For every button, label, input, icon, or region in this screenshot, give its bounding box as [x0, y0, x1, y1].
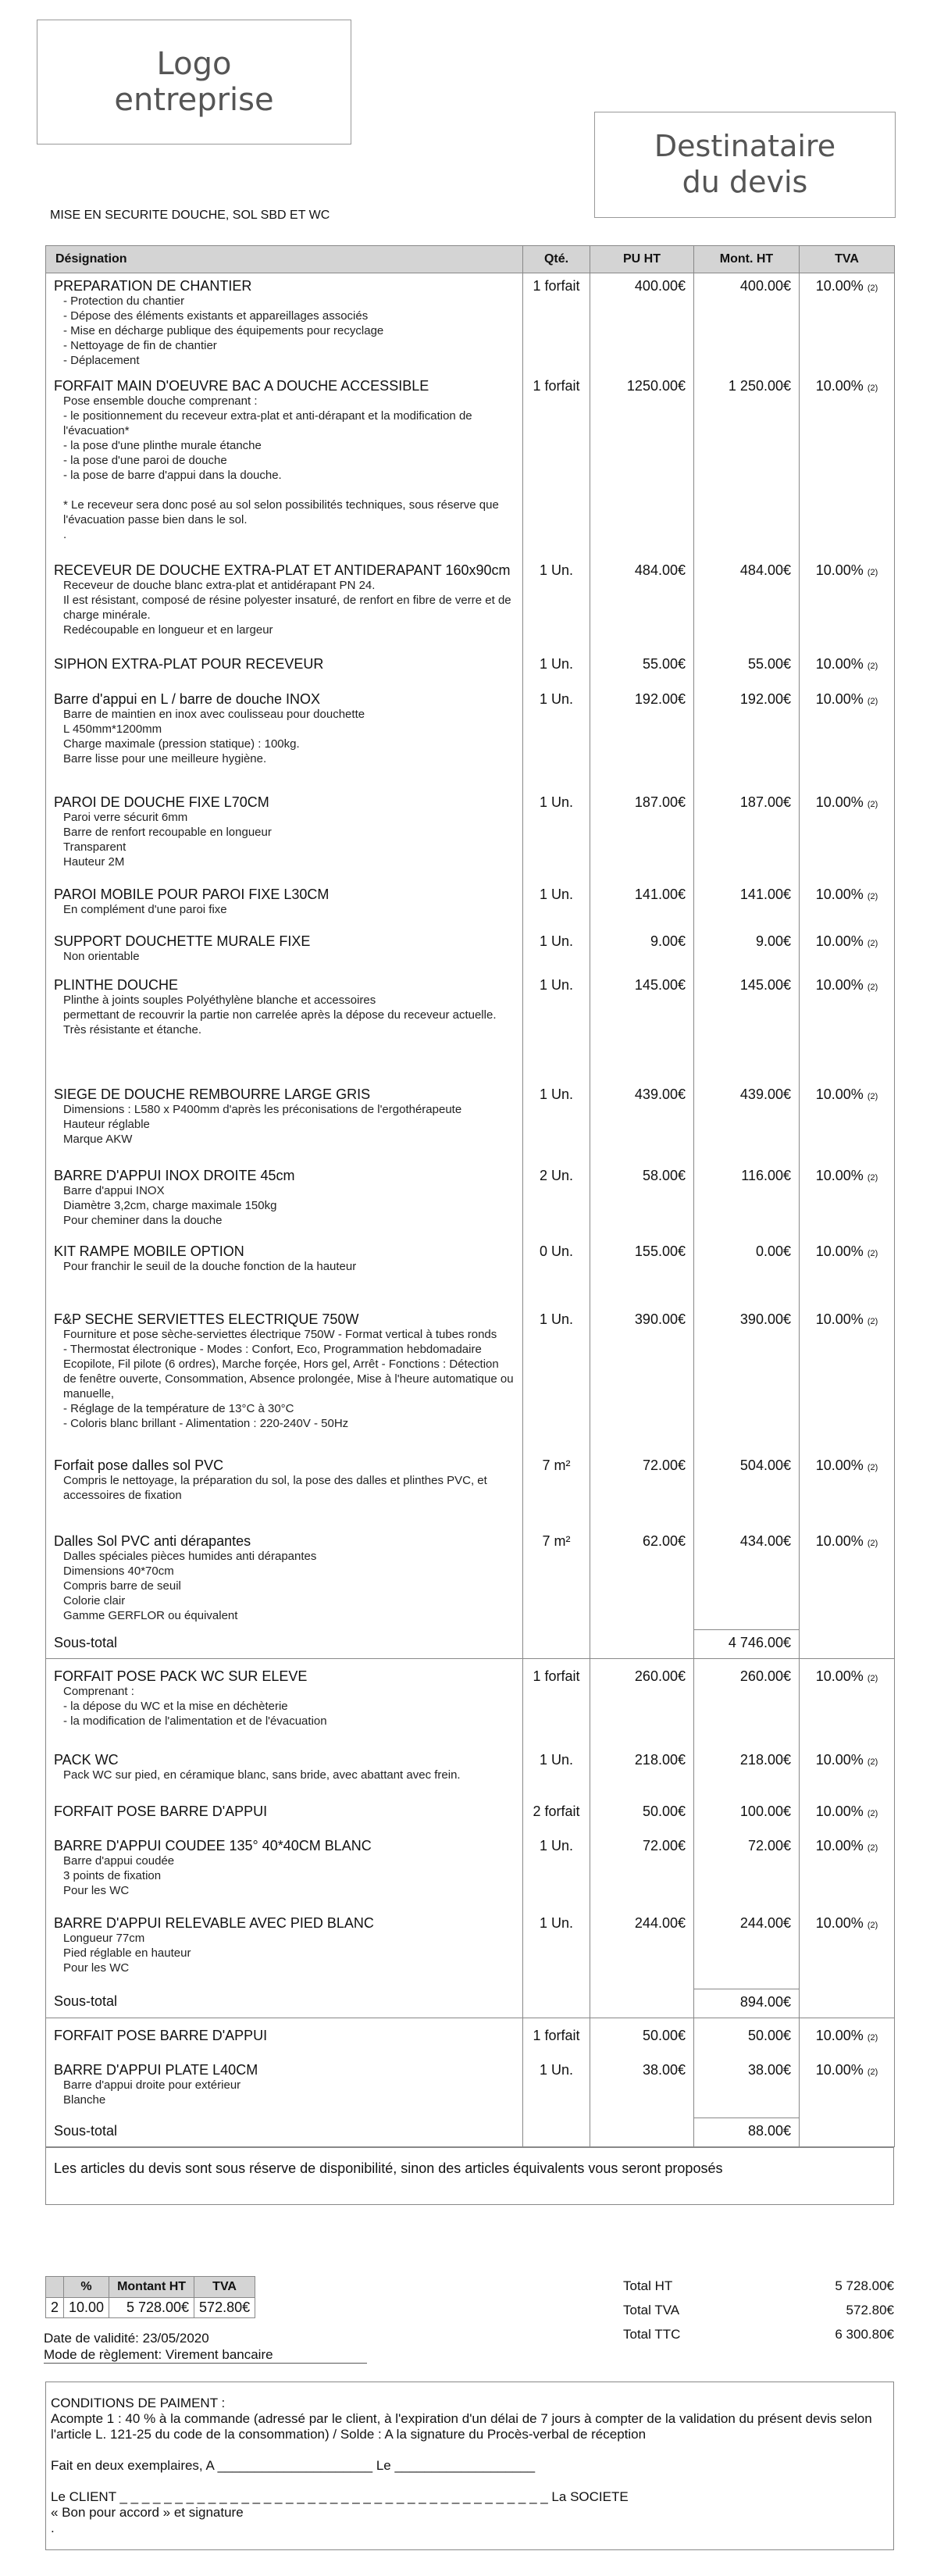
total-ttc-row	[623, 2327, 894, 2351]
item-amount: 72.00€	[694, 1833, 800, 1911]
item-tva-note: (2)	[867, 982, 878, 992]
item-tva	[800, 790, 895, 882]
item-tva-rate: 10.00%	[815, 2061, 864, 2078]
item-designation	[46, 1833, 523, 1911]
quote-table-wrapper	[45, 245, 894, 2205]
subtotal-label: Sous-total	[46, 1630, 523, 1659]
subtotal-row	[46, 1630, 895, 1659]
tva-recap-header: TVA	[194, 2277, 255, 2298]
tva-recap-header	[46, 2277, 64, 2298]
item-tva-rate: 10.00%	[815, 655, 864, 672]
item-tva-rate: 10.00%	[815, 377, 864, 394]
payment-method: Mode de règlement: Virement bancaire	[44, 2346, 367, 2364]
table-row	[46, 651, 895, 687]
item-designation	[46, 687, 523, 790]
item-description: Fourniture et pose sèche-serviettes électrique 750W - Format vertical à tubes ronds - Thermostat électronique - Modes : Confort, Eco, Programmation hebdomadaire Ecopilote, Fil pilote (6 ordres), Marche forçée, Hors gel, Arrêt - Fonctions : Détection de fenêtre ouverte, Consommation, Absence prolongée, Mise à l'heure automatique ou manuelle, - Réglage de la température de 13°C à 30°C - Coloris blanc brillant - Alimentation : 220-240V - 50Hz	[63, 1327, 514, 1430]
item-tva	[800, 972, 895, 1082]
item-qty: 1 Un.	[523, 972, 590, 1082]
item-designation	[46, 2023, 523, 2057]
item-tva-rate: 10.00%	[815, 1752, 864, 1768]
table-row	[46, 1082, 895, 1163]
item-tva-note: (2)	[867, 383, 878, 393]
item-tva	[800, 1239, 895, 1307]
col-header-tva: TVA	[800, 246, 895, 273]
item-unit-price: 244.00€	[590, 1911, 694, 1989]
total-value: 572.80€	[846, 2303, 894, 2317]
col-header-mont: Mont. HT	[694, 246, 800, 273]
table-row	[46, 2023, 895, 2057]
validity-date: Date de validité: 23/05/2020	[44, 2331, 209, 2346]
subtotal-row	[46, 2118, 895, 2147]
item-designation	[46, 790, 523, 882]
payment-conditions	[45, 2382, 894, 2550]
item-unit-price: 390.00€	[590, 1307, 694, 1453]
col-header-qty: Qté.	[523, 246, 590, 273]
item-description: Pour franchir le seuil de la douche fonction de la hauteur	[63, 1259, 357, 1273]
item-title: FORFAIT POSE BARRE D'APPUI	[54, 1804, 268, 1819]
subtotal-row	[46, 1989, 895, 2018]
item-description: Non orientable	[63, 949, 140, 963]
table-row	[46, 1307, 895, 1453]
item-amount: 218.00€	[694, 1747, 800, 1799]
item-description: Barre de maintien en inox avec coulisseau pour douchette L 450mm*1200mm Charge maximale (pression statique) : 100kg. Barre lisse pour une meilleure hygiène.	[63, 707, 365, 765]
item-tva	[800, 1529, 895, 1630]
item-qty: 1 Un.	[523, 882, 590, 929]
item-designation	[46, 1082, 523, 1163]
item-tva	[800, 1799, 895, 1833]
item-tva	[800, 929, 895, 972]
item-designation	[46, 2057, 523, 2118]
item-amount: 9.00€	[694, 929, 800, 972]
item-tva-note: (2)	[867, 1316, 878, 1326]
item-title: FORFAIT POSE BARRE D'APPUI	[54, 2027, 268, 2043]
item-tva-note: (2)	[867, 1462, 878, 1472]
item-tva	[800, 373, 895, 558]
item-description: Barre d'appui INOX Diamètre 3,2cm, charge maximale 150kg Pour cheminer dans la douche	[63, 1183, 277, 1227]
item-tva-rate: 10.00%	[815, 976, 864, 993]
total-label: Total TVA	[623, 2303, 680, 2317]
tva-recap-cell: 10.00	[64, 2298, 109, 2318]
table-row	[46, 2057, 895, 2118]
item-qty: 1 forfait	[523, 273, 590, 373]
item-title: Forfait pose dalles sol PVC	[54, 1457, 224, 1473]
total-tva-row	[623, 2303, 894, 2327]
subtotal-empty	[800, 1630, 895, 1659]
item-qty: 1 Un.	[523, 651, 590, 687]
item-tva-rate: 10.00%	[815, 794, 864, 810]
item-unit-price: 260.00€	[590, 1664, 694, 1747]
item-unit-price: 58.00€	[590, 1163, 694, 1239]
col-header-designation: Désignation	[46, 246, 523, 273]
item-title: BARRE D'APPUI RELEVABLE AVEC PIED BLANC	[54, 1915, 374, 1931]
item-qty: 1 Un.	[523, 1747, 590, 1799]
item-tva-rate: 10.00%	[815, 1804, 864, 1819]
item-description: - Protection du chantier - Dépose des éléments existants et appareillages associés - Mise en décharge publique des équipements pour recyclage - Nettoyage de fin de chantier - Déplacement	[63, 294, 384, 367]
subtotal-empty	[590, 2118, 694, 2147]
item-title: PAROI MOBILE POUR PAROI FIXE L30CM	[54, 886, 330, 902]
item-qty: 2 Un.	[523, 1163, 590, 1239]
table-row	[46, 1833, 895, 1911]
item-tva-note: (2)	[867, 1674, 878, 1683]
item-tva-rate: 10.00%	[815, 1668, 864, 1684]
conditions-agree: « Bon pour accord » et signature	[51, 2505, 244, 2520]
subtotal-value: 4 746.00€	[694, 1630, 800, 1659]
item-unit-price: 62.00€	[590, 1529, 694, 1630]
item-description: Receveur de douche blanc extra-plat et antidérapant PN 24. Il est résistant, composé de résine polyester insaturé, de renfort en fibre de verre et de charge minérale. Redécoupable en longueur et en largeur	[63, 578, 511, 637]
item-qty: 7 m²	[523, 1529, 590, 1630]
table-row	[46, 1911, 895, 1989]
item-tva	[800, 882, 895, 929]
item-amount: 434.00€	[694, 1529, 800, 1630]
item-tva	[800, 1664, 895, 1747]
recipient-box: Destinataire du devis	[594, 112, 896, 218]
item-description: Barre d'appui coudée 3 points de fixation Pour les WC	[63, 1854, 175, 1897]
item-title: FORFAIT POSE PACK WC SUR ELEVE	[54, 1668, 308, 1684]
item-qty: 1 Un.	[523, 1307, 590, 1453]
item-tva-rate: 10.00%	[815, 562, 864, 578]
item-designation	[46, 558, 523, 651]
item-tva	[800, 1307, 895, 1453]
item-description: Plinthe à joints souples Polyéthylène blanche et accessoires permettant de recouvrir la partie non carrelée après la dépose du receveur actuelle. Très résistante et étanche.	[63, 993, 497, 1036]
table-row	[46, 972, 895, 1082]
conditions-text: Acompte 1 : 40 % à la commande (adressé par le client, à l'expiration d'un délai de 7 jours à compter de la validation du présent devis selon l'article L. 121-25 du code de la consommation) / Solde : A la signature du Procès-verbal de réception	[51, 2411, 872, 2442]
table-row	[46, 558, 895, 651]
item-amount: 38.00€	[694, 2057, 800, 2118]
table-row	[46, 882, 895, 929]
item-qty: 1 Un.	[523, 558, 590, 651]
subtotal-empty	[800, 1989, 895, 2018]
item-amount: 50.00€	[694, 2023, 800, 2057]
item-tva	[800, 1747, 895, 1799]
item-amount: 504.00€	[694, 1453, 800, 1529]
validity-info	[44, 2330, 367, 2364]
item-tva	[800, 2057, 895, 2118]
item-amount: 390.00€	[694, 1307, 800, 1453]
tva-recap-cell: 5 728.00€	[109, 2298, 194, 2318]
total-value: 5 728.00€	[835, 2278, 894, 2293]
item-qty: 1 Un.	[523, 1911, 590, 1989]
item-qty: 1 forfait	[523, 2023, 590, 2057]
item-qty: 0 Un.	[523, 1239, 590, 1307]
item-designation	[46, 373, 523, 558]
item-amount: 0.00€	[694, 1239, 800, 1307]
item-tva-rate: 10.00%	[815, 1311, 864, 1327]
item-tva-note: (2)	[867, 1757, 878, 1767]
item-designation	[46, 1163, 523, 1239]
item-unit-price: 218.00€	[590, 1747, 694, 1799]
item-amount: 55.00€	[694, 651, 800, 687]
item-tva-rate: 10.00%	[815, 1838, 864, 1854]
item-tva-rate: 10.00%	[815, 1086, 864, 1102]
item-tva	[800, 1833, 895, 1911]
item-designation	[46, 1799, 523, 1833]
item-unit-price: 55.00€	[590, 651, 694, 687]
table-row	[46, 1529, 895, 1630]
item-title: SUPPORT DOUCHETTE MURALE FIXE	[54, 933, 311, 949]
item-title: SIEGE DE DOUCHE REMBOURRE LARGE GRIS	[54, 1086, 371, 1102]
subtotal-empty	[800, 2118, 895, 2147]
conditions-title: CONDITIONS DE PAIMENT :	[51, 2396, 226, 2410]
item-title: BARRE D'APPUI INOX DROITE 45cm	[54, 1167, 295, 1183]
item-amount: 439.00€	[694, 1082, 800, 1163]
item-title: PACK WC	[54, 1752, 119, 1768]
item-description: Comprenant : - la dépose du WC et la mise en déchèterie - la modification de l'alimentation et de l'évacuation	[63, 1685, 327, 1728]
item-tva	[800, 1082, 895, 1163]
item-tva	[800, 558, 895, 651]
item-qty: 7 m²	[523, 1453, 590, 1529]
item-tva-note: (2)	[867, 696, 878, 706]
table-row	[46, 790, 895, 882]
item-unit-price: 72.00€	[590, 1833, 694, 1911]
quote-items-table	[45, 245, 895, 2147]
item-description: Barre d'appui droite pour extérieur Blanche	[63, 2078, 241, 2107]
subtotal-label: Sous-total	[46, 1989, 523, 2018]
item-tva-rate: 10.00%	[815, 1167, 864, 1183]
item-qty: 1 Un.	[523, 687, 590, 790]
item-qty: 1 Un.	[523, 1082, 590, 1163]
item-qty: 1 Un.	[523, 929, 590, 972]
item-qty: 1 Un.	[523, 790, 590, 882]
item-tva-note: (2)	[867, 284, 878, 293]
item-designation	[46, 929, 523, 972]
quote-subject: MISE EN SECURITE DOUCHE, SOL SBD ET WC	[50, 209, 330, 222]
item-description: Pack WC sur pied, en céramique blanc, sans bride, avec abattant avec frein.	[63, 1768, 461, 1782]
item-qty: 1 Un.	[523, 1833, 590, 1911]
item-title: PLINTHE DOUCHE	[54, 976, 179, 993]
item-tva-rate: 10.00%	[815, 1915, 864, 1931]
item-amount: 187.00€	[694, 790, 800, 882]
table-row	[46, 1747, 895, 1799]
item-description: Longueur 77cm Pied réglable en hauteur Pour les WC	[63, 1932, 191, 1975]
item-tva-note: (2)	[867, 1538, 878, 1548]
total-label: Total TTC	[623, 2327, 681, 2342]
item-tva	[800, 273, 895, 373]
item-unit-price: 187.00€	[590, 790, 694, 882]
subtotal-empty	[523, 1989, 590, 2018]
item-tva-note: (2)	[867, 2067, 878, 2077]
total-value: 6 300.80€	[835, 2327, 894, 2342]
item-tva-rate: 10.00%	[815, 1457, 864, 1473]
item-amount: 116.00€	[694, 1163, 800, 1239]
item-description: Dimensions : L580 x P400mm d'après les préconisations de l'ergothérapeute Hauteur réglable Marque AKW	[63, 1102, 462, 1146]
subtotal-value: 894.00€	[694, 1989, 800, 2018]
item-designation	[46, 1911, 523, 1989]
item-amount: 141.00€	[694, 882, 800, 929]
item-amount: 145.00€	[694, 972, 800, 1082]
item-designation	[46, 1747, 523, 1799]
item-description: Paroi verre sécurit 6mm Barre de renfort recoupable en longueur Transparent Hauteur 2M	[63, 810, 272, 869]
item-tva-note: (2)	[867, 567, 878, 577]
item-tva	[800, 1453, 895, 1529]
item-designation	[46, 1239, 523, 1307]
table-row	[46, 1799, 895, 1833]
item-unit-price: 1250.00€	[590, 373, 694, 558]
item-designation	[46, 273, 523, 373]
item-unit-price: 439.00€	[590, 1082, 694, 1163]
tva-recap-table	[45, 2276, 255, 2318]
item-tva	[800, 1163, 895, 1239]
item-designation	[46, 1453, 523, 1529]
item-title: BARRE D'APPUI COUDEE 135° 40*40CM BLANC	[54, 1838, 372, 1854]
item-title: BARRE D'APPUI PLATE L40CM	[54, 2061, 258, 2078]
item-tva-note: (2)	[867, 1809, 878, 1818]
item-qty: 1 forfait	[523, 373, 590, 558]
table-row	[46, 1163, 895, 1239]
item-tva-note: (2)	[867, 938, 878, 948]
conditions-end: .	[51, 2521, 55, 2535]
item-unit-price: 141.00€	[590, 882, 694, 929]
item-tva-note: (2)	[867, 2032, 878, 2043]
item-tva-note: (2)	[867, 799, 878, 809]
item-qty: 1 forfait	[523, 1664, 590, 1747]
item-unit-price: 192.00€	[590, 687, 694, 790]
item-unit-price: 145.00€	[590, 972, 694, 1082]
item-unit-price: 9.00€	[590, 929, 694, 972]
item-qty: 1 Un.	[523, 2057, 590, 2118]
item-unit-price: 400.00€	[590, 273, 694, 373]
table-row	[46, 929, 895, 972]
company-logo-placeholder: Logo entreprise	[37, 20, 351, 144]
item-tva	[800, 687, 895, 790]
table-row	[46, 1239, 895, 1307]
table-row	[46, 373, 895, 558]
item-amount: 484.00€	[694, 558, 800, 651]
table-header-row	[46, 246, 895, 273]
item-title: KIT RAMPE MOBILE OPTION	[54, 1243, 244, 1259]
item-unit-price: 72.00€	[590, 1453, 694, 1529]
item-amount: 260.00€	[694, 1664, 800, 1747]
totals-block	[623, 2278, 894, 2351]
item-unit-price: 50.00€	[590, 1799, 694, 1833]
conditions-made: Fait en deux exemplaires, A _____________________ Le ___________________	[51, 2458, 536, 2473]
subtotal-empty	[523, 1630, 590, 1659]
subtotal-empty	[590, 1989, 694, 2018]
item-title: FORFAIT MAIN D'OEUVRE BAC A DOUCHE ACCESSIBLE	[54, 377, 429, 394]
subtotal-label: Sous-total	[46, 2118, 523, 2147]
availability-note: Les articles du devis sont sous réserve de disponibilité, sinon des articles équivalents vous seront proposés	[45, 2147, 894, 2205]
item-title: F&P SECHE SERVIETTES ELECTRIQUE 750W	[54, 1311, 359, 1327]
tva-recap-cell: 2	[46, 2298, 64, 2318]
item-designation	[46, 651, 523, 687]
item-tva-note: (2)	[867, 891, 878, 901]
item-unit-price: 155.00€	[590, 1239, 694, 1307]
item-designation	[46, 1664, 523, 1747]
item-amount: 192.00€	[694, 687, 800, 790]
table-row	[46, 273, 895, 373]
item-amount: 244.00€	[694, 1911, 800, 1989]
item-unit-price: 38.00€	[590, 2057, 694, 2118]
item-tva-note: (2)	[867, 1248, 878, 1258]
item-qty: 2 forfait	[523, 1799, 590, 1833]
item-description: Compris le nettoyage, la préparation du sol, la pose des dalles et plinthes PVC, et accessoires de fixation	[63, 1473, 487, 1502]
item-title: Dalles Sol PVC anti dérapantes	[54, 1532, 251, 1549]
item-tva-note: (2)	[867, 1091, 878, 1101]
item-designation	[46, 1307, 523, 1453]
item-title: PREPARATION DE CHANTIER	[54, 278, 252, 294]
table-row	[46, 1664, 895, 1747]
conditions-client: Le CLIENT _ _ _ _ _ _ _ _ _ _ _ _ _ _ _ _ _ _ _ _ _ _ _ _ _ _ _ _ _ _ _ _ _ _ _ _ _ _ _ La SOCIETE	[51, 2489, 629, 2504]
item-tva-note: (2)	[867, 1921, 878, 1930]
item-unit-price: 50.00€	[590, 2023, 694, 2057]
item-designation	[46, 1529, 523, 1630]
item-tva-rate: 10.00%	[815, 1243, 864, 1259]
item-tva-note: (2)	[867, 1843, 878, 1853]
item-description: Dalles spéciales pièces humides anti dérapantes Dimensions 40*70cm Compris barre de seuil Colorie clair Gamme GERFLOR ou équivalent	[63, 1549, 317, 1622]
item-tva-rate: 10.00%	[815, 2027, 864, 2043]
tva-recap-cell: 572.80€	[194, 2298, 255, 2318]
item-title: PAROI DE DOUCHE FIXE L70CM	[54, 794, 269, 810]
item-title: Barre d'appui en L / barre de douche INOX	[54, 690, 320, 707]
item-designation	[46, 882, 523, 929]
item-tva-rate: 10.00%	[815, 886, 864, 902]
item-unit-price: 484.00€	[590, 558, 694, 651]
item-tva-rate: 10.00%	[815, 1532, 864, 1549]
item-tva-rate: 10.00%	[815, 278, 864, 294]
tva-recap-header: Montant HT	[109, 2277, 194, 2298]
item-tva-note: (2)	[867, 1172, 878, 1183]
item-tva	[800, 2023, 895, 2057]
total-label: Total HT	[623, 2278, 673, 2293]
item-title: RECEVEUR DE DOUCHE EXTRA-PLAT ET ANTIDERAPANT 160x90cm	[54, 562, 511, 578]
subtotal-value: 88.00€	[694, 2118, 800, 2147]
total-ht-row	[623, 2278, 894, 2303]
item-title: SIPHON EXTRA-PLAT POUR RECEVEUR	[54, 655, 324, 672]
item-tva	[800, 1911, 895, 1989]
subtotal-empty	[523, 2118, 590, 2147]
table-row	[46, 687, 895, 790]
tva-recap-header: %	[64, 2277, 109, 2298]
item-description: Pose ensemble douche comprenant : - le positionnement du receveur extra-plat et anti-dérapant et la modification de l'évacuation* - la pose d'une plinthe murale étanche - la pose d'une paroi de douche - la pose de barre d'appui dans la douche. * Le receveur sera donc posé au sol selon possibilités techniques, sous réserve que l'évacuation passe bien dans le sol. .	[63, 394, 499, 541]
table-row	[46, 1453, 895, 1529]
subtotal-empty	[590, 1630, 694, 1659]
item-tva	[800, 651, 895, 687]
table-body	[46, 273, 895, 2147]
item-amount: 100.00€	[694, 1799, 800, 1833]
item-amount: 1 250.00€	[694, 373, 800, 558]
item-tva-rate: 10.00%	[815, 690, 864, 707]
item-amount: 400.00€	[694, 273, 800, 373]
item-tva-rate: 10.00%	[815, 933, 864, 949]
item-description: En complément d'une paroi fixe	[63, 902, 227, 916]
item-tva-note: (2)	[867, 661, 878, 671]
item-designation	[46, 972, 523, 1082]
col-header-pu: PU HT	[590, 246, 694, 273]
